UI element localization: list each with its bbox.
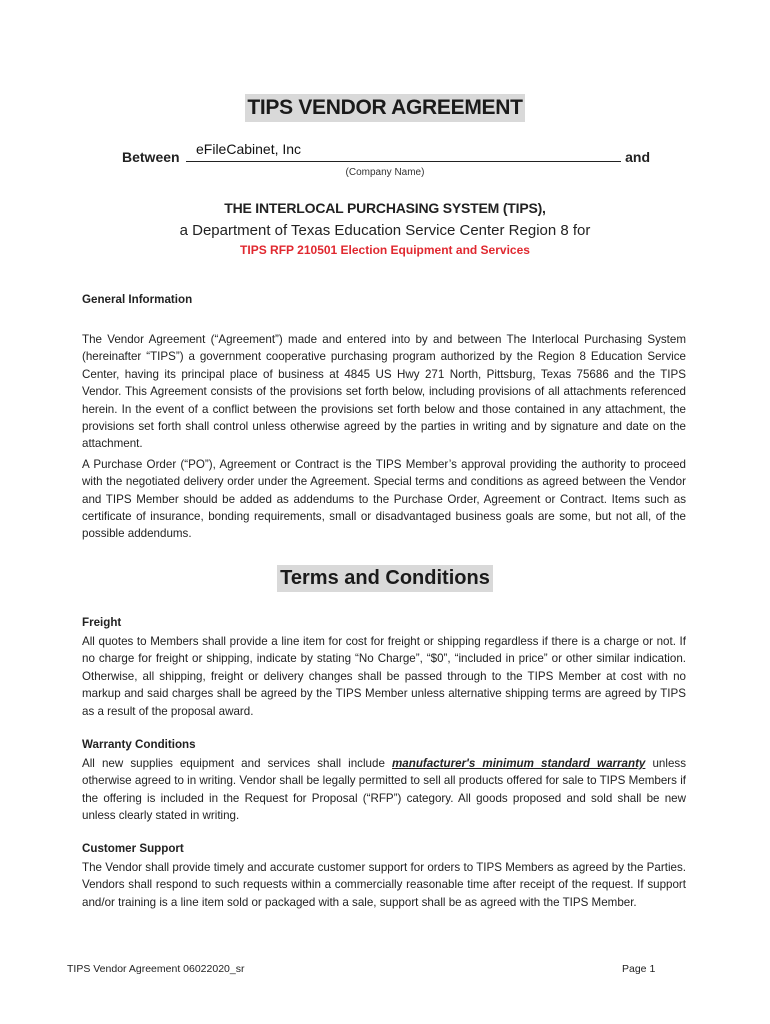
footer-document-id: TIPS Vendor Agreement 06022020_sr — [67, 963, 245, 975]
company-name-caption: (Company Name) — [345, 167, 425, 178]
company-name-field[interactable]: eFileCabinet, Inc — [196, 141, 302, 157]
between-label: Between — [122, 149, 180, 165]
general-paragraph-1: The Vendor Agreement (“Agreement”) made and entered into by and between The Interlocal Purchasing System (hereinafter “TIPS”) a government cooperative purchasing program authorized by the Region 8 Education Service Center, having its principal place of business at 4845 US Hwy 271 North, Pittsburg, Texas 75686 and the TIPS Vendor. This Agreement consists of the provisions set forth below, including provisions of all attachments referenced herein. In the event of a conflict between the provisions set forth below and those contained in any attachment, the provisions set forth shall control unless otherwise agreed by the parties in writing and by signature and date on the attachment. — [82, 333, 686, 451]
warranty-emphasis: manufacturer's minimum standard warranty — [392, 757, 646, 770]
company-name-line — [186, 161, 621, 162]
freight-heading: Freight — [82, 616, 122, 629]
warranty-heading: Warranty Conditions — [82, 738, 196, 751]
general-info-heading: General Information — [82, 293, 193, 306]
support-heading: Customer Support — [82, 842, 184, 855]
support-body — [82, 859, 686, 911]
warranty-text-start: All new supplies equipment and services shall include — [82, 757, 392, 770]
support-paragraph: The Vendor shall provide timely and accurate customer support for orders to TIPS Members as agreed by the Parties. Vendors shall respond to such requests within a commercially reasonable time after receipt of the request. If support and/or training is a line item sold or packaged with a sale, support shall be as agreed with the TIPS Member. — [82, 861, 686, 909]
terms-title-wrapper — [0, 565, 770, 592]
general-info-body — [82, 331, 686, 543]
warranty-body — [82, 755, 686, 825]
rfp-line: TIPS RFP 210501 Election Equipment and Services — [240, 243, 530, 257]
freight-body — [82, 633, 686, 720]
and-label: and — [625, 149, 650, 165]
org-subtitle: a Department of Texas Education Service Center Region 8 for — [179, 222, 591, 239]
footer-page-number: Page 1 — [622, 963, 656, 975]
freight-paragraph: All quotes to Members shall provide a line item for cost for freight or shipping regardless if there is a charge or not. If no charge for freight or shipping, indicate by stating “No Charge”, “$0”, “included in price” or other similar indication. Otherwise, all shipping, freight or delivery changes shall be passed through to the TIPS Member at cost with no markup and said charges shall be agreed by the TIPS Member unless alternative shipping terms are agreed by TIPS as a result of the proposal award. — [82, 635, 686, 718]
warranty-text-end: unless otherwise agreed to in writing. Vendor shall be legally permitted to sell all products offered for sale to TIPS Members if the offering is included in the Request for Proposal (“RFP”) category. All goods proposed and sold shall be new unless clearly stated in writing. — [82, 757, 686, 823]
document-title: TIPS VENDOR AGREEMENT — [245, 94, 524, 122]
warranty-paragraph — [82, 755, 686, 825]
org-name: THE INTERLOCAL PURCHASING SYSTEM (TIPS), — [224, 200, 546, 216]
company-name-row — [122, 143, 652, 165]
terms-heading: Terms and Conditions — [277, 565, 493, 592]
general-paragraph-2: A Purchase Order (“PO”), Agreement or Contract is the TIPS Member’s approval providing the authority to proceed with the negotiated delivery order under the Agreement. Special terms and conditions as agreed between the Vendor and TIPS Member should be added as addendums to the Purchase Order, Agreement or Contract. Items such as certificate of insurance, bonding requirements, small or disadvantaged business goals are some, but not all, of the possible addendums. — [82, 457, 686, 541]
title-wrapper — [0, 94, 770, 122]
